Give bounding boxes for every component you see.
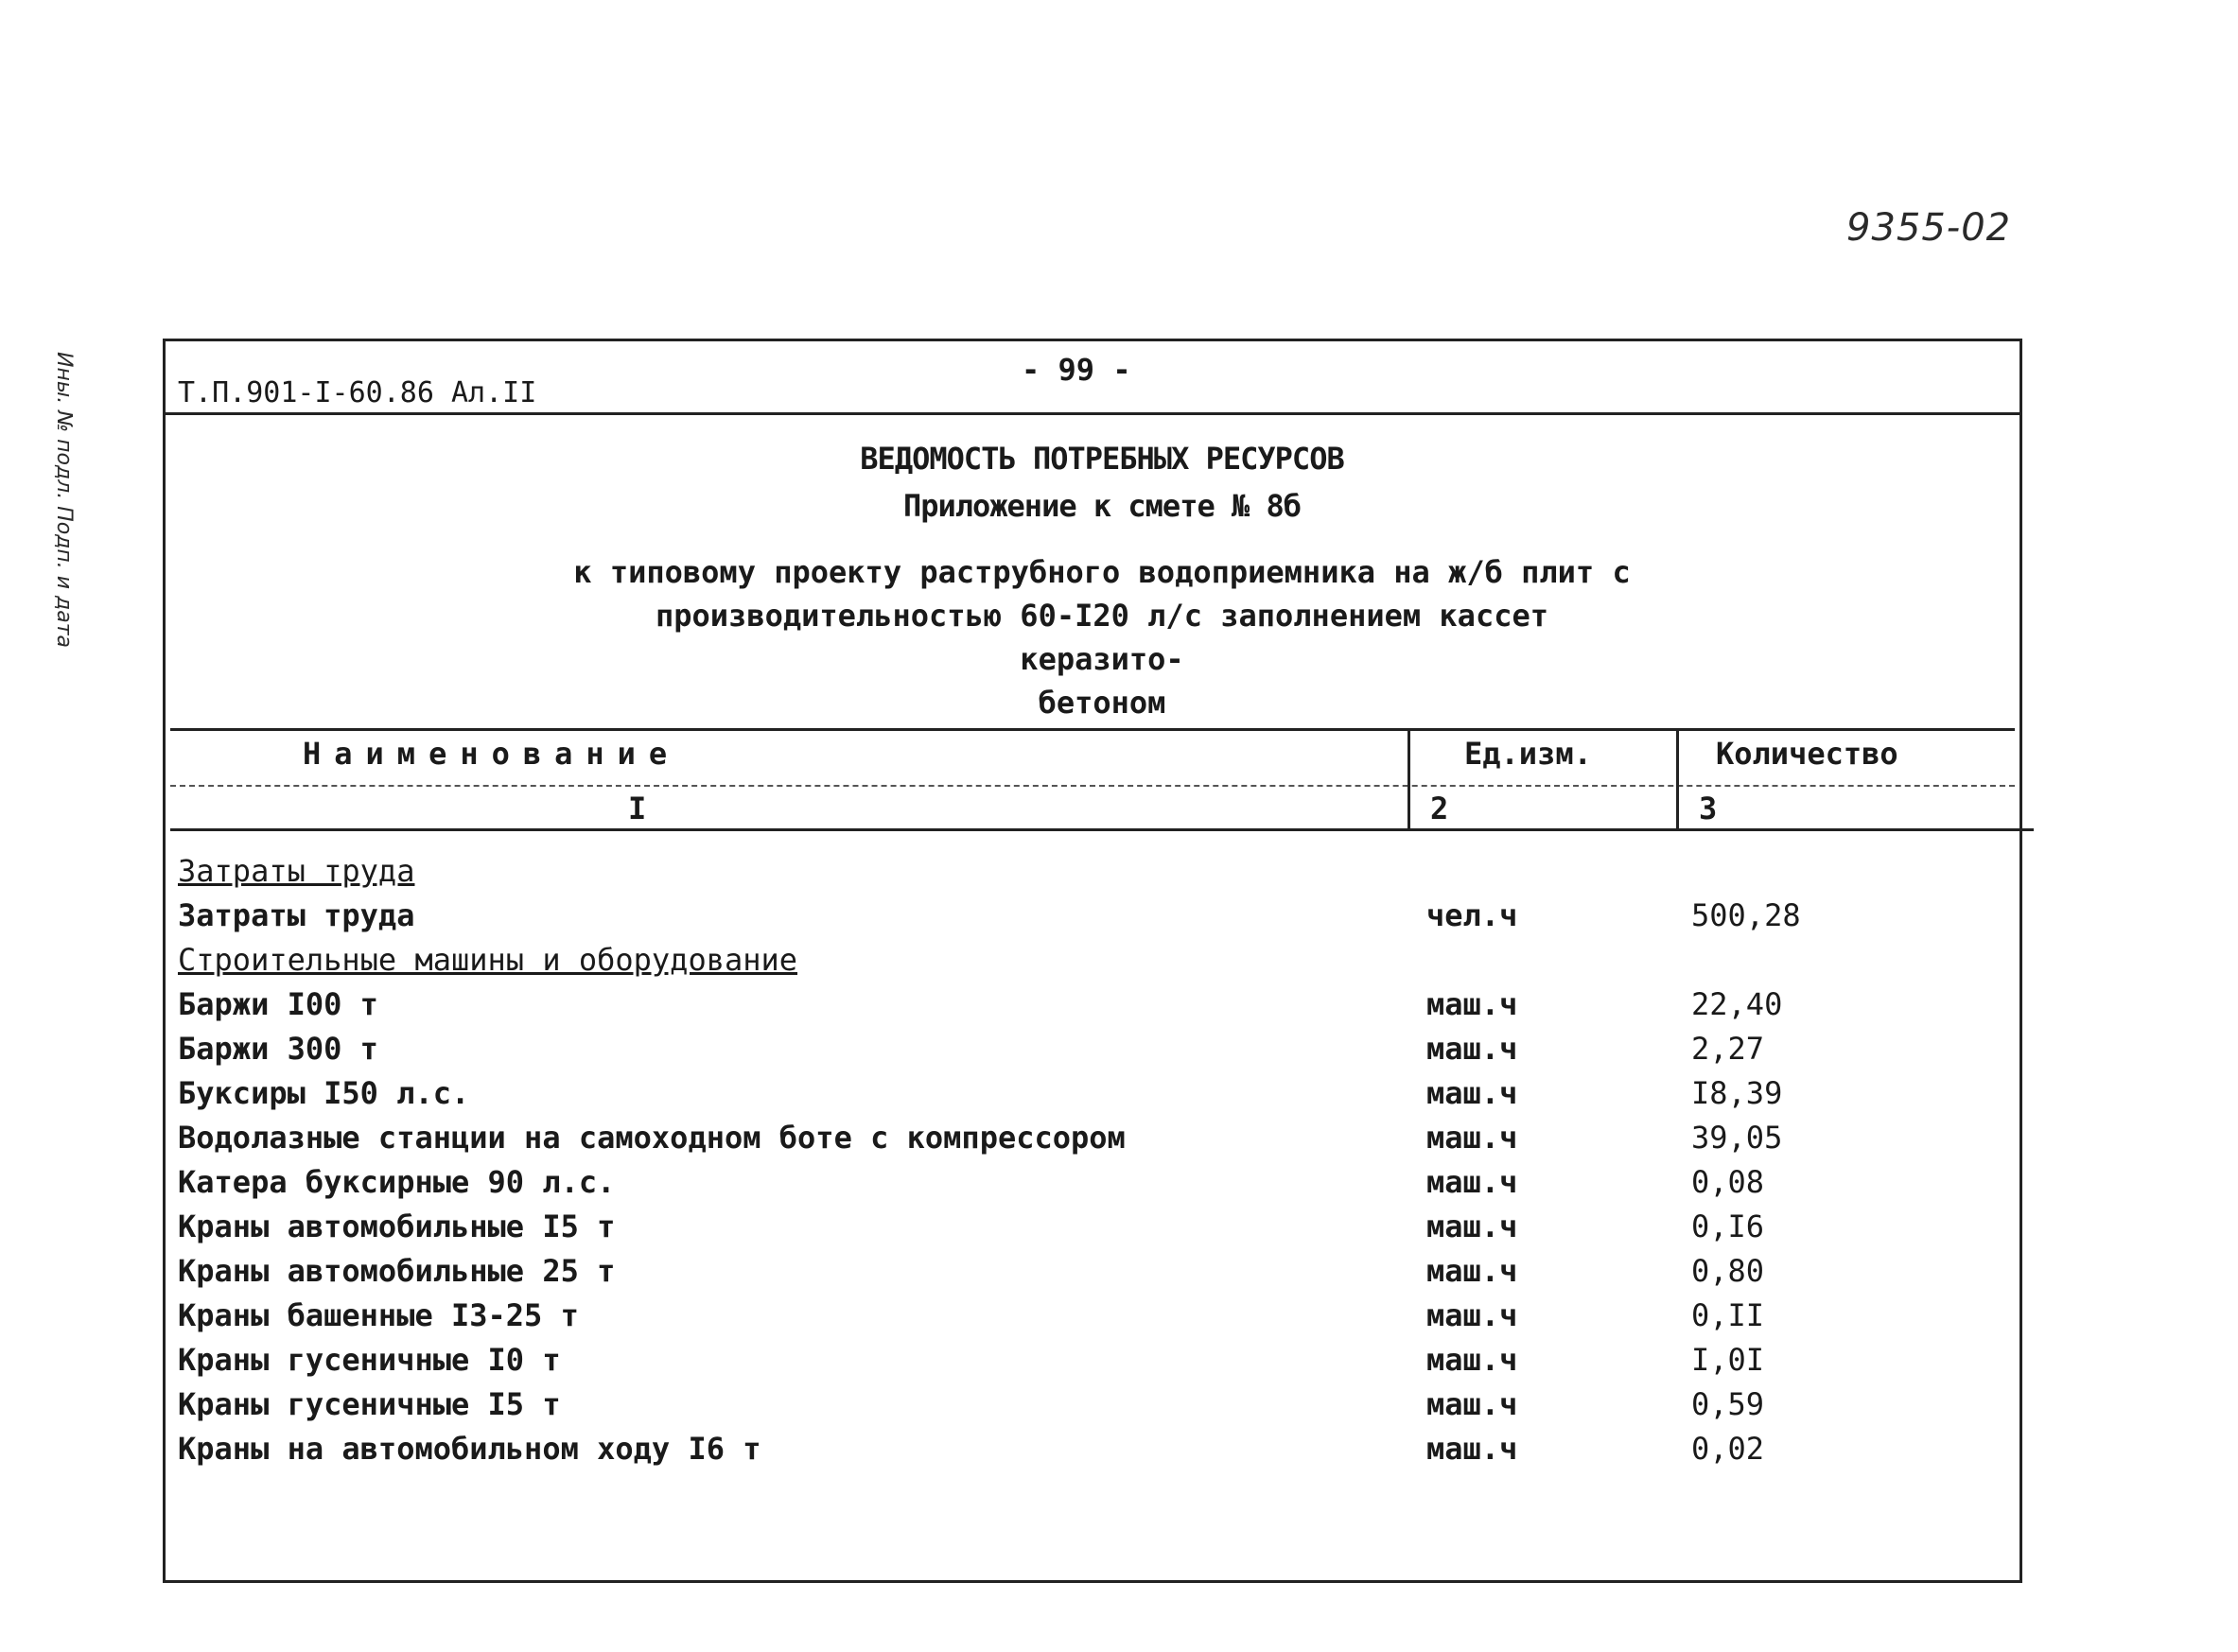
column-number-3: 3 xyxy=(1699,791,1718,826)
row-name: Краны автомобильные 25 т xyxy=(178,1253,616,1289)
document-code: Т.П.901-I-60.86 Ал.II xyxy=(178,376,537,409)
table-row xyxy=(178,1205,1975,1249)
page-number: - 99 - xyxy=(1022,352,1131,388)
row-name: Буксиры I50 л.с. xyxy=(178,1075,470,1111)
row-unit: маш.ч xyxy=(1426,1253,1518,1289)
row-quantity: I8,39 xyxy=(1691,1075,1783,1111)
column-divider-2 xyxy=(1676,728,1679,828)
table-row xyxy=(178,1338,1975,1382)
row-unit: маш.ч xyxy=(1426,1342,1518,1378)
title-description xyxy=(568,550,1636,724)
table-row xyxy=(178,1116,1975,1160)
row-name: Строительные машины и оборудование xyxy=(178,942,798,978)
table-row xyxy=(178,983,1975,1027)
desc-line-3: бетоном xyxy=(1038,685,1166,721)
column-number-2: 2 xyxy=(1430,791,1449,826)
appendix-label: Приложение к смете № 8б xyxy=(902,488,1302,524)
row-quantity: 0,I6 xyxy=(1691,1209,1765,1244)
desc-line-2: производительностью 60-I20 л/с заполнением кассет керазито- xyxy=(655,598,1548,677)
document-title: ВЕДОМОСТЬ ПОТРЕБНЫХ РЕСУРСОВ xyxy=(860,441,1344,477)
row-name: Краны башенные I3-25 т xyxy=(178,1297,579,1333)
header-divider xyxy=(163,412,2022,415)
table-body xyxy=(178,849,1975,1471)
table-row xyxy=(178,1160,1975,1205)
title-block xyxy=(568,435,1636,724)
row-name: Водолазные станции на самоходном боте с компрессором xyxy=(178,1120,1126,1156)
row-name: Катера буксирные 90 л.с. xyxy=(178,1164,616,1200)
table-row xyxy=(178,1382,1975,1427)
row-unit: маш.ч xyxy=(1426,1120,1518,1156)
row-unit: маш.ч xyxy=(1426,1209,1518,1244)
row-name: Краны гусеничные I5 т xyxy=(178,1386,561,1422)
row-unit: маш.ч xyxy=(1426,1031,1518,1067)
table-top-border xyxy=(170,728,2015,731)
row-quantity: I,0I xyxy=(1691,1342,1765,1378)
row-quantity: 0,80 xyxy=(1691,1253,1765,1289)
side-stamp: Ины. № подл. Подп. и дата xyxy=(52,352,76,649)
corner-archive-number: 9355-02 xyxy=(1846,206,2012,250)
row-unit: маш.ч xyxy=(1426,1075,1518,1111)
row-name: Затраты труда xyxy=(178,897,415,933)
row-name: Краны гусеничные I0 т xyxy=(178,1342,561,1378)
row-name: Краны автомобильные I5 т xyxy=(178,1209,616,1244)
table-row xyxy=(178,1027,1975,1071)
row-name: Затраты труда xyxy=(178,853,415,889)
row-quantity: 2,27 xyxy=(1691,1031,1765,1067)
row-name: Баржи 300 т xyxy=(178,1031,378,1067)
row-name: Краны на автомобильном ходу I6 т xyxy=(178,1431,761,1467)
row-name: Баржи I00 т xyxy=(178,986,378,1022)
desc-line-1: к типовому проекту раструбного водоприемника на ж/б плит с xyxy=(573,554,1631,590)
table-row xyxy=(178,849,1975,894)
column-header-name: Наименование xyxy=(303,736,681,772)
row-quantity: 0,II xyxy=(1691,1297,1765,1333)
row-unit: маш.ч xyxy=(1426,1386,1518,1422)
table-row xyxy=(178,1249,1975,1294)
row-quantity: 0,59 xyxy=(1691,1386,1765,1422)
column-number-1: I xyxy=(628,791,647,826)
row-quantity: 22,40 xyxy=(1691,986,1783,1022)
table-header-divider xyxy=(170,785,2015,787)
column-header-quantity: Количество xyxy=(1716,736,1898,772)
table-row xyxy=(178,1294,1975,1338)
row-unit: маш.ч xyxy=(1426,1297,1518,1333)
row-unit: маш.ч xyxy=(1426,1431,1518,1467)
row-quantity: 500,28 xyxy=(1691,897,1801,933)
table-row xyxy=(178,938,1975,983)
row-unit: маш.ч xyxy=(1426,986,1518,1022)
table-row xyxy=(178,1071,1975,1116)
row-quantity: 0,02 xyxy=(1691,1431,1765,1467)
row-unit: чел.ч xyxy=(1426,897,1518,933)
row-unit: маш.ч xyxy=(1426,1164,1518,1200)
row-quantity: 39,05 xyxy=(1691,1120,1783,1156)
row-quantity: 0,08 xyxy=(1691,1164,1765,1200)
table-row xyxy=(178,1427,1975,1471)
table-row xyxy=(178,894,1975,938)
column-header-unit: Ед.изм. xyxy=(1464,736,1592,772)
column-divider-1 xyxy=(1407,728,1410,828)
table-header-bottom-border xyxy=(170,828,2034,831)
